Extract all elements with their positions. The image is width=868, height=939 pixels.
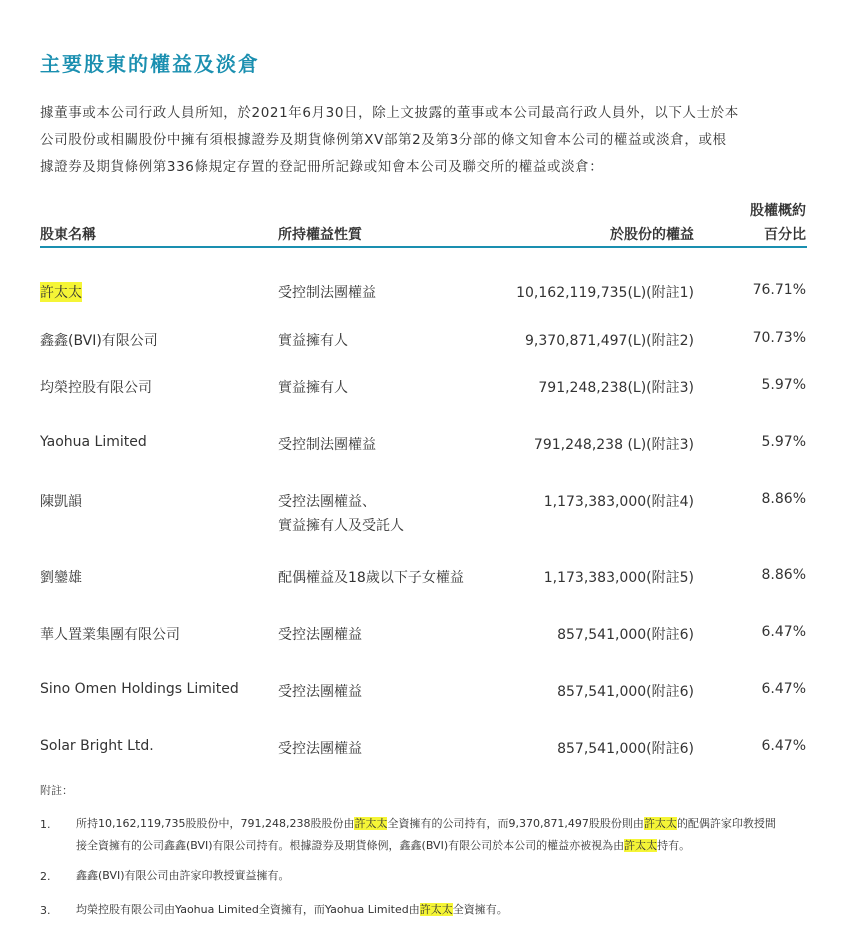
header-divider [40, 246, 807, 248]
note-fragment: 接全資擁有的公司鑫鑫(BVI)有限公司持有。根據證券及期貨條例，鑫鑫(BVI)有限公司於本公司的權益亦被視為由 [76, 839, 625, 852]
note-number: 1. [40, 818, 51, 831]
header-percentage-line2: 百分比 [764, 227, 806, 243]
note-fragment: 的配偶許家印教授間 [676, 817, 776, 830]
shareholder-name: 鑫鑫(BVI)有限公司 [40, 333, 158, 349]
interest-in-shares: 1,173,383,000(附註4) [543, 494, 694, 510]
interest-nature: 實益擁有人 [278, 333, 348, 349]
percentage: 76.71% [752, 282, 806, 298]
intro-paragraph [40, 100, 810, 181]
intro-line-2: 公司股份或相關股份中擁有須根據證券及期貨條例第XV部第2及第3分部的條文知會本公司的權益或淡倉，或根 [40, 132, 727, 148]
page-title: 主要股東的權益及淡倉 [40, 52, 260, 76]
intro-line-1: 據董事或本公司行政人員所知，於2021年6月30日，除上文披露的董事或本公司最高行政人員外，以下人士於本 [40, 105, 739, 121]
interest-nature: 實益擁有人 [278, 380, 348, 396]
percentage: 8.86% [761, 491, 806, 507]
shareholder-name: Sino Omen Holdings Limited [40, 681, 239, 697]
note-highlight: 許太太 [419, 903, 453, 916]
note-number: 3. [40, 904, 51, 917]
note-highlight: 許太太 [643, 817, 677, 830]
percentage: 8.86% [761, 567, 806, 583]
percentage: 70.73% [752, 330, 806, 346]
notes-label: 附註： [40, 784, 73, 797]
percentage: 5.97% [761, 377, 806, 393]
interest-nature: 受控法團權益 [278, 684, 362, 700]
interest-nature: 受控法團權益、 [278, 494, 376, 510]
header-shareholder-name: 股東名稱 [40, 227, 96, 243]
shareholder-name: 均榮控股有限公司 [40, 380, 152, 396]
note-fragment: 全資擁有的公司持有，而9,370,871,497股股份則由 [387, 817, 644, 830]
interest-nature: 受控法團權益 [278, 741, 362, 757]
percentage: 6.47% [761, 681, 806, 697]
shareholder-name: 劉鑾雄 [40, 570, 82, 586]
header-nature-of-interest: 所持權益性質 [278, 227, 362, 243]
note-highlight: 許太太 [624, 839, 658, 852]
percentage: 6.47% [761, 624, 806, 640]
shareholder-name: Solar Bright Ltd. [40, 738, 154, 754]
percentage: 6.47% [761, 738, 806, 754]
interest-in-shares: 791,248,238(L)(附註3) [538, 380, 694, 396]
note-fragment: 持有。 [657, 839, 691, 852]
note-highlight: 許太太 [354, 817, 388, 830]
interest-nature: 配偶權益及18歲以下子女權益 [278, 570, 464, 586]
interest-in-shares: 791,248,238 (L)(附註3) [533, 437, 694, 453]
interest-nature: 受控法團權益 [278, 627, 362, 643]
note-text: 鑫鑫(BVI)有限公司由許家印教授實益擁有。 [76, 869, 290, 882]
intro-line-3: 據證券及期貨條例第336條規定存置的登記冊所記錄或知會本公司及聯交所的權益或淡倉： [40, 159, 604, 175]
shareholder-name: Yaohua Limited [40, 434, 147, 450]
interest-in-shares: 857,541,000(附註6) [557, 684, 694, 700]
interest-nature-line2: 實益擁有人及受託人 [278, 518, 404, 534]
note-fragment: 均榮控股有限公司由Yaohua Limited全資擁有，而Yaohua Limited由 [76, 903, 420, 916]
interest-nature: 受控制法團權益 [278, 285, 376, 301]
header-interest-in-shares: 於股份的權益 [610, 227, 694, 243]
note-fragment: 全資擁有。 [452, 903, 508, 916]
shareholder-name: 許太太 [40, 282, 82, 302]
interest-in-shares: 857,541,000(附註6) [557, 627, 694, 643]
header-percentage-line1: 股權概約 [750, 203, 806, 219]
interest-in-shares: 857,541,000(附註6) [557, 741, 694, 757]
interest-nature: 受控制法團權益 [278, 437, 376, 453]
interest-in-shares: 9,370,871,497(L)(附註2) [525, 333, 694, 349]
percentage: 5.97% [761, 434, 806, 450]
shareholder-name: 陳凱韻 [40, 494, 82, 510]
shareholder-name: 華人置業集團有限公司 [40, 627, 180, 643]
note-number: 2. [40, 870, 51, 883]
interest-in-shares: 10,162,119,735(L)(附註1) [516, 285, 694, 301]
note-text [76, 899, 508, 921]
note-fragment: 所持10,162,119,735股股份中，791,248,238股股份由 [76, 817, 355, 830]
interest-in-shares: 1,173,383,000(附註5) [543, 570, 694, 586]
note-text [76, 813, 776, 857]
